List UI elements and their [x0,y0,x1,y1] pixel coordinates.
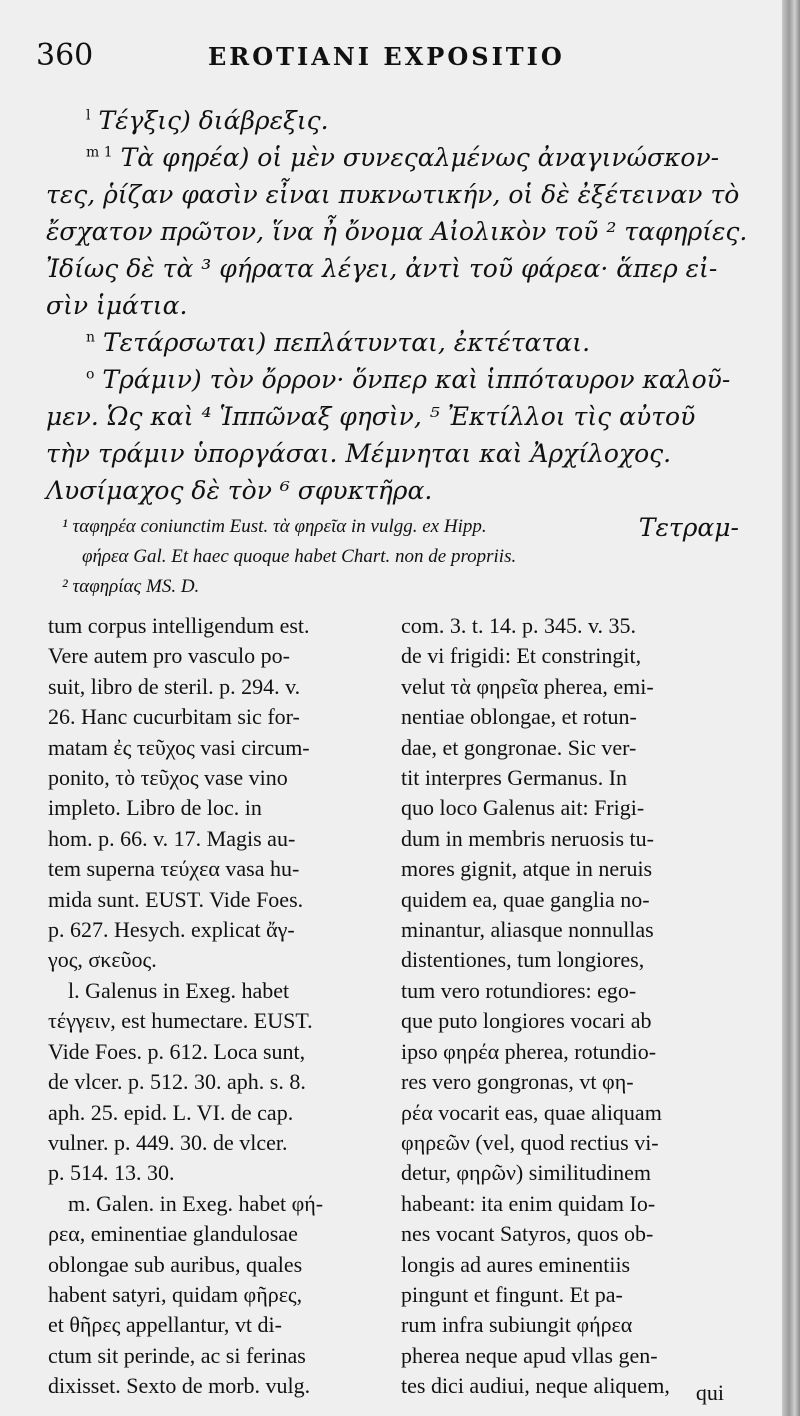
commentary-line: quo loco Galenus ait: Frigi- [401,795,645,821]
catchword: qui [695,1380,724,1405]
commentary-line: ctum sit perinde, ac si ferinas [48,1342,306,1368]
commentary-line: quidem ea, quae ganglia no- [401,886,650,912]
note-marker: o [86,366,95,383]
commentary-line: distentiones, tum longiores, [401,947,645,973]
commentary-line: φηρεῶν (vel, quod rectius vi- [401,1129,659,1155]
note-marker: n [86,329,96,346]
commentary-line: nes vocant Satyros, quos ob- [401,1221,654,1247]
commentary-line: p. 627. Hesych. explicat ἄγ- [48,917,295,943]
greek-line [46,287,741,324]
commentary-line: minantur, aliasque nonnullas [401,917,654,943]
commentary-line: habent satyri, quidam φῆρες, [48,1281,303,1307]
note-marker: m 1 [86,144,113,161]
greek-line [46,102,741,139]
page-number: 360 [36,38,94,73]
greek-line [46,324,741,361]
greek-line [46,250,741,287]
greek-line-text: τες, ῥίζαν φασὶν εἶναι πυκνωτικήν, οἱ δὲ ἐξέτειναν τὸ [46,180,740,209]
commentary-line: habeant: ita enim quidam Io- [401,1190,656,1216]
greek-line [46,472,741,509]
greek-line-text: μεν. Ὡς καὶ ⁴ Ἱππῶναξ φησὶν, ⁵ Ἐκτίλλοι τὶς αὐτοῦ [46,402,696,431]
commentary-line: rum infra subiungit φήρεα [401,1312,633,1338]
commentary-line: velut τὰ φηρεῖα pherea, emi- [401,673,654,699]
greek-line-text: Ἰδίως δὲ τὰ ³ φήρατα λέγει, ἀντὶ τοῦ φάρεα· ἅπερ εἰ- [46,254,718,283]
commentary-line: mores gignit, atque in neruis [401,856,653,882]
commentary-line: de vi frigidi: Et constringit, [401,643,642,669]
commentary-line: tum vero rotundiores: ego- [401,977,637,1003]
page-header [36,38,736,78]
commentary-line: nentiae oblongae, et rotun- [401,704,637,730]
greek-line-text: σὶν ἱμάτια. [46,291,188,320]
commentary-line: tem superna τεύχεα vasa hu- [48,856,300,882]
commentary-line: ρέα vocarit eas, quae aliquam [401,1099,662,1125]
commentary-line: res vero gongronas, vt φη- [401,1069,634,1095]
greek-line [46,213,748,250]
commentary-line: m. Galen. in Exeg. habet φή- [68,1190,324,1216]
commentary-line: de vlcer. p. 512. 30. aph. s. 8. [48,1069,306,1095]
commentary-line: dixisset. Sexto de morb. vulg. [48,1373,311,1399]
commentary-line: suit, libro de steril. p. 294. v. [48,673,301,699]
greek-line-text: τὴν τράμιν ὑποργάσαι. Μέμνηται καὶ Ἀρχίλοχος. [46,439,672,468]
commentary-line: oblongae sub auribus, quales [48,1251,303,1277]
greek-text-block [46,102,748,546]
commentary-line: τέγγειν, est humectare. EUST. [48,1008,313,1034]
commentary-line: detur, φηρῶν) similitudinem [401,1160,651,1186]
left-commentary-column [48,611,384,1402]
footnote-line: φήρεα Gal. Et haec quoque habet Chart. non de propriis. [82,546,517,567]
greek-line-text: Τέγξις) διάβρεξις. [98,106,329,135]
commentary-line: ponito, τὸ τεῦχος vase vino [48,765,288,791]
commentary-line: tes dici audiui, neque aliquem, [401,1373,670,1399]
greek-line-text: Τετάρσωται) πεπλάτυνται, ἐκτέταται. [102,328,591,357]
commentary-line: mida sunt. EUST. Vide Foes. [48,886,304,912]
commentary-line: et θῆρες appellantur, vt di- [48,1312,282,1338]
commentary-line: aph. 25. epid. L. VI. de cap. [48,1099,294,1125]
commentary-line: Vide Foes. p. 612. Loca sunt, [48,1038,306,1064]
greek-line [46,139,741,176]
commentary-line: longis ad aures eminentiis [401,1251,631,1277]
note-marker: l [86,107,91,124]
greek-line-text: Τὰ φηρέα) οἱ μὲν συνεςαλμένως ἀναγινώσκον- [120,143,720,172]
footnote-line: ² ταφηρίας MS. D. [62,576,200,597]
commentary-line: dum in membris neruosis tu- [401,825,654,851]
commentary-line: com. 3. t. 14. p. 345. v. 35. [401,613,637,638]
commentary-line: vulner. p. 449. 30. de vlcer. [48,1129,288,1155]
commentary-line: impleto. Libro de loc. in [48,795,262,821]
commentary-line: hom. p. 66. v. 17. Magis au- [48,825,296,851]
greek-line-text: Τετραμ- [638,513,739,542]
page-edge [782,0,800,1416]
greek-line [46,361,741,398]
commentary-line: p. 514. 13. 30. [48,1160,175,1186]
greek-line [46,176,741,213]
footnote-line: ¹ ταφηρέα coniunctim Eust. τὰ φηρεῖα in vulgg. ex Hipp. [62,516,487,537]
commentary-line: tit interpres Germanus. In [401,765,628,791]
greek-line-text: Λυσίμαχος δὲ τὸν ⁶ σφυκτῆρα. [46,476,433,505]
commentary-line: ρεα, eminentiae glandulosae [48,1221,298,1247]
greek-line [46,435,741,472]
footnotes-block [62,512,742,602]
commentary-line: pingunt et fingunt. Et pa- [401,1281,623,1307]
greek-line-text: ἔσχατον πρῶτον, ἵνα ἦ ὄνομα Αἰολικὸν τοῦ ² ταφηρίες. [46,217,748,246]
commentary-line: ipso φηρέα pherea, rotundio- [401,1038,657,1064]
commentary-line: 26. Hanc cucurbitam sic for- [48,704,300,730]
commentary-line: matam ἐς τεῦχος vasi circum- [48,734,310,760]
commentary-line: pherea neque apud vllas gen- [401,1342,658,1368]
commentary-line: dae, et gongronae. Sic ver- [401,734,637,760]
right-commentary-column [401,611,739,1402]
running-title: EROTIANI EXPOSITIO [208,42,565,71]
commentary-line: γος, σκεῦος. [48,947,157,973]
commentary-line: tum corpus intelligendum est. [48,613,310,638]
commentary-line: l. Galenus in Exeg. habet [68,977,290,1003]
greek-line-text: Τράμιν) τὸν ὄρρον· ὅνπερ καὶ ἱππόταυρον καλοῦ- [102,365,731,394]
commentary-line: Vere autem pro vasculo po- [48,643,290,669]
greek-line [46,398,741,435]
commentary-line: que puto longiores vocari ab [401,1008,652,1034]
